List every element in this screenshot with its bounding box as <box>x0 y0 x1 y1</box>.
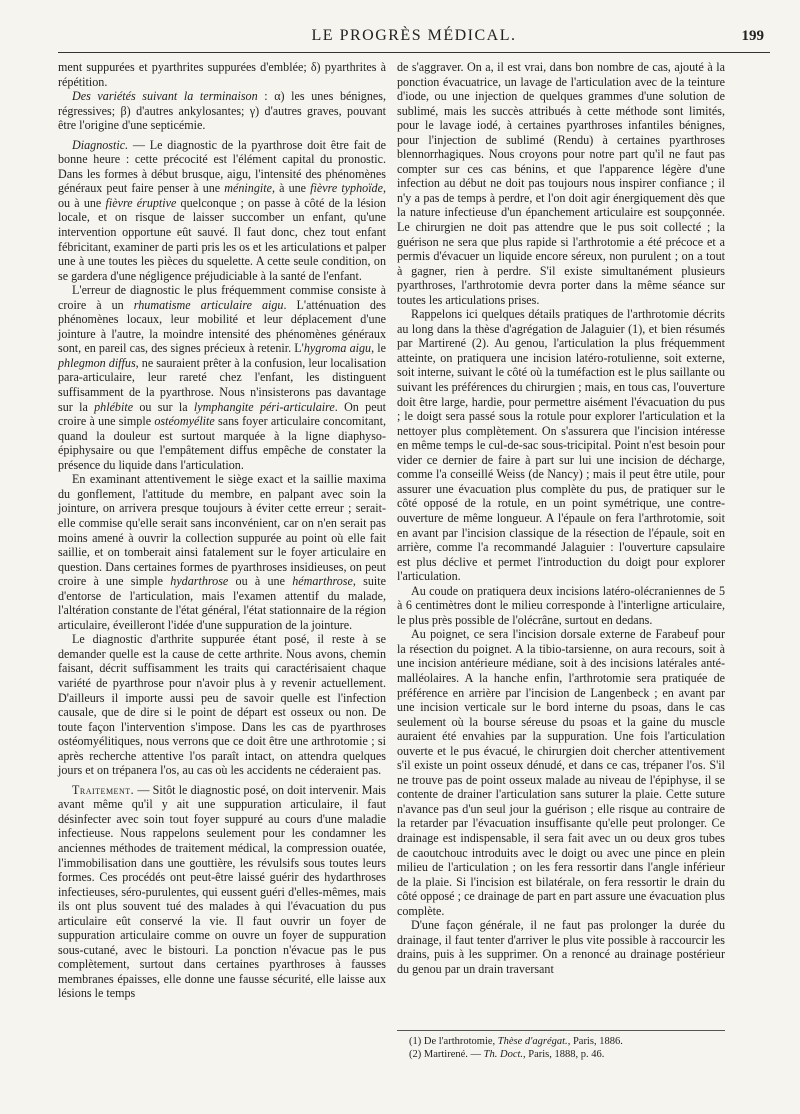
text-run: quelconque ; on passe à côté de la lésion locale, et on risque de laisser succomber un enfant, qu'une intervention opportune eût sauvé. Il faut donc, chez tout enfant fébricitant, examiner de parti pris les os et les articulations et palper une à une toutes les pièces du squelette. A cette seule condition, on se gardera d'une négligence préjudiciable à la santé de l'enfant. <box>58 195 386 283</box>
italic-run: hygroma aigu <box>303 341 372 356</box>
left-column <box>58 60 386 1001</box>
section-heading: Traitement. <box>72 782 135 797</box>
italic-run: lymphangite péri-articulaire <box>193 399 335 414</box>
italic-run: phlébite <box>94 399 134 414</box>
running-header <box>58 22 770 53</box>
text-run: , Paris, 1888, p. 46. <box>523 1049 605 1060</box>
paragraph: de s'aggraver. On a, il est vrai, dans bon nombre de cas, ajouté à la ponction évacuatrice, un lavage de l'articulation avec de la teinture d'iode, ou une injection de quelques grammes d'une solution de sublimé, mais les succès attribués à cette méthode sont limités, pour le lavage iodé, à certaines pyarthroses infantiles bénignes, pour l'injection de sublimé (Rendu) à certaines pyarthroses blennorrhagiques. Nous croyons pour notre part qu'il ne faut pas compter sur ces cas bénins, et que l'apparence légère d'une infection au début ne doit pas toujours nous inspirer confiance ; il n'y a pas de temps à perdre, et l'on doit agir énergiquement dès que la nature infectieuse d'un épanchement articulaire est soupçonnée. Le chirurgien ne doit pas attendre que le pus soit collecté ; la guérison ne sera que plus rapide si l'arthrotomie a été précoce et a permis d'évacuer un liquide encore séreux, non purulent ; on a tout à gagner, rien à perdre. S'il existe simultanément plusieurs pyarthroses, l'arthrotomie devra porter dans la même séance sur toutes les articulations prises. <box>397 60 725 307</box>
paragraph <box>58 89 386 133</box>
text-run: , Paris, 1886. <box>567 1036 623 1047</box>
italic-run: Th. Doct. <box>483 1049 524 1060</box>
text-run: L'erreur de diagnostic le plus fréquemment commise consiste à croire à un <box>58 283 386 312</box>
page-number: 199 <box>741 28 764 44</box>
paragraph: Au poignet, ce sera l'incision dorsale externe de Farabeuf pour la résection du poignet. A la tibio-tarsienne, on aura recours, soit à une incision antérieure médiane, soit à des incisions latérales anté-malléolaires. A la hanche enfin, l'arthrotomie sera pratiquée de préférence en arrière par l'incision de Langenbeck ; en avant par une incision verticale sur le bord interne du psoas, dans le cas seulement où la bourse séreuse du psoas et la gaine du muscle auraient été envahies par la suppuration. Une fois l'articulation ouverte et le pus évacué, le chirurgien doit chercher attentivement s'il existe un point osseux dénudé, et dans ce cas, trépaner l'os. S'il ne trouve pas de point osseux malade au niveau de l'épiphyse, il se contente de drainer l'articulation sans suturer la plaie. Cette suture n'avance pas d'un seul jour la guérison ; elle risque au contraire de la retarder par l'évacuation insuffisante qu'elle peut prolonger. Ce drainage est indispensable, il sera fait avec un ou deux gros tubes de caoutchouc introduits avec le doigt ou avec une pince en plein milieu de l'articulation ; on les fera ressortir dans l'angle inférieur de la plaie. Si l'incision est bilatérale, on fera ressortir le drain du côté opposé ; ce drainage de part en part assure une évacuation plus complète. <box>397 627 725 918</box>
text-run: — Le diagnostic de la pyarthrose doit être fait de bonne heure : cette précocité est l'élément capital du pronostic. Dans les formes à début brusque, aigu, l'intensité des phénomènes généraux peut faire penser à une <box>58 137 386 196</box>
paragraph <box>58 138 386 283</box>
text-run: , ou à une <box>58 181 386 210</box>
paragraph: Au coude on pratiquera deux incisions latéro-olécraniennes de 5 à 6 centimètres dont le milieu corresponde à l'interligne articulaire, le plus près possible de l'olécrâne, surtout en dedans. <box>397 583 725 627</box>
journal-title: LE PROGRÈS MÉDICAL. <box>311 27 517 44</box>
text-run: : α) les unes bénignes, régressives; β) d'autres ankylosantes; γ) d'autres graves, pouvant être l'origine d'une septicémie. <box>58 89 386 133</box>
footnotes <box>397 1030 725 1061</box>
italic-run: fièvre éruptive <box>105 195 177 210</box>
text-run: ou sur la <box>133 399 194 414</box>
text-run: ou à une <box>228 574 293 589</box>
text-run: (2) Martirené. — <box>409 1049 484 1060</box>
text-run: — Sitôt le diagnostic posé, on doit intervenir. Mais avant même qu'il y ait une suppuration articulaire, il faut désinfecter avec soin tout foyer suppuré au cours d'une maladie infectieuse. Nous rappelons seulement pour les condamner les anciennes méthodes de traitement médical, la compression ouatée, l'immobilisation dans une gouttière, les révulsifs sous toutes leurs formes. Ces procédés ont peut-être laissé guérir des hydarthroses infectieuses, séro-purulentes, qui eussent guéri d'elles-mêmes, mais ils ont plus souvent tué des malades à qui l'évacuation du pus articulaire eût conservé la vie. Il faut ouvrir un foyer de suppuration articulaire comme on ouvre un foyer de suppuration sous-cutané, avec le bistouri. La ponction n'évacue pas le pus complètement, surtout dans certaines pyarthroses à fausses membranes épaisses, elle donne une fausse sécurité, elle laisse aux lésions le temps <box>58 782 386 1001</box>
italic-run: rhumatisme articulaire aigu <box>133 297 284 312</box>
italic-run: hydarthrose <box>170 574 229 589</box>
section-heading: Diagnostic. <box>72 137 129 152</box>
right-column <box>397 60 725 976</box>
footnote <box>397 1035 725 1048</box>
text-run: . On peut croire à une simple <box>58 399 386 429</box>
text-run: , le <box>371 341 387 356</box>
text-run: (1) De l'arthrotomie, <box>409 1036 498 1047</box>
paragraph <box>58 283 386 472</box>
paragraph: Rappelons ici quelques détails pratiques de l'arthrotomie décrits au long dans la thèse d'agrégation de Jalaguier (1), et bien résumés par Martirené (2). Au genou, l'articulation la plus fréquemment atteinte, on pratiquera une incision latéro-rotulienne, soit externe, soit interne, suivant le côté où la tuméfaction est le plus saillante ou suivant les préférences du chirurgien ; mais, en tous cas, l'ouverture doit être large, hardie, pour permettre aisément l'évacuation du pus ; le doigt sera passé sous la rotule pour explorer l'articulation et la nettoyer plus complètement. On s'assurera que l'incision intéresse en même temps le cul-de-sac sous-tricipital. Point n'est besoin pour vider ce dernier de faire à part sur lui une incision de décharge, comme l'a conseillé Weiss (de Nancy) ; mais il peut être utile, pour assurer une évacuation plus complète du pus, de pratiquer sur le côté opposé de la rotule, en un point symétrique, une contre-ouverture de même longueur. A l'épaule on fera l'arthrotomie, soit en avant par l'incision classique de la résection de l'épaule, soit en arrière, comme l'a recommandé Jalaguier : l'ouverture capsulaire est plus déclive et permet l'introduction du doigt pour explorer l'articulation. <box>397 307 725 584</box>
paragraph: Le diagnostic d'arthrite suppurée étant posé, il reste à se demander quelle est la cause de cette arthrite. Nous avons, chemin faisant, décrit suffisamment les traits qui caractérisaient chaque variété de pyarthrose pour n'avoir plus à y revenir actuellement. D'ailleurs il importe aussi peu de savoir quelle est l'infection causale, que de dire si le point de départ est osseux ou non. De toute façon l'intervention s'impose. Dans les cas de pyarthroses ostéomyélitiques, nous verrons que ce doit être une arthrotomie ; si après recherche attentive l'os paraît intact, on attendra quelques jours et on trépanera l'os, au cas où les accidents ne céderaient pas. <box>58 632 386 778</box>
paragraph <box>58 472 386 632</box>
text-run: , à une <box>271 181 311 196</box>
italic-run: fièvre typhoïde <box>310 181 383 196</box>
italic-run: méningite <box>224 181 272 196</box>
text-run: En examinant attentivement le siège exact et la saillie maxima du gonflement, l'attitude du membre, en palpant avec soin la jointure, on arrivera presque toujours à éviter cette erreur ; serait-elle commise qu'elle serait sans inconvénient, car on n'en serait pas moins amené à ouvrir la collection suppurée au point où elle fait saillie, et on tomberait ainsi fatalement sur le foyer articulaire en question. Dans certaines formes de pyarthroses insidieuses, on peut croire à une simple <box>58 472 386 589</box>
text-run: , suite d'entorse de l'articulation, mais l'examen attentif du malade, l'altération constante de l'état général, l'état stationnaire de la région articulaire, éveilleront l'idée d'une suppuration de la jointure. <box>58 574 386 632</box>
text-run: . L'atténuation des phénomènes locaux, leur mobilité et leur déplacement d'une jointure à l'autre, la moindre intensité des phénomènes généraux sont, en pareil cas, des signes précieux à retenir. L' <box>58 297 386 356</box>
paragraph: ment suppurées et pyarthrites suppurées d'emblée; δ) pyarthrites à répétition. <box>58 60 386 89</box>
italic-run: Des variétés suivant la terminaison <box>72 89 258 104</box>
footnote <box>397 1048 725 1061</box>
italic-run: hémarthrose <box>292 574 353 589</box>
paragraph <box>58 783 386 1001</box>
text-run: sans foyer articulaire concomitant, quand la douleur est surtout marquée à la ligne diaphyso-épiphysaire ou que l'empâtement diffus empêche de constater la présence du liquide dans l'articulation. <box>58 414 386 472</box>
italic-run: Thèse d'agrégat. <box>497 1036 568 1047</box>
italic-run: phlegmon diffus <box>58 355 136 370</box>
italic-run: ostéomyélite <box>154 414 215 429</box>
text-run: , ne sauraient prêter à la confusion, leur localisation para-articulaire, leur rareté chez l'enfant, les distinguent suffisamment de la pyarthrose. Nous n'insisterons pas davantage sur la <box>58 355 386 414</box>
paragraph: D'une façon générale, il ne faut pas prolonger la durée du drainage, il faut tenter d'arriver le plus vite possible à raccourcir les drains, puis à les supprimer. On a renoncé au drainage postérieur du genou par un drain traversant <box>397 918 725 976</box>
